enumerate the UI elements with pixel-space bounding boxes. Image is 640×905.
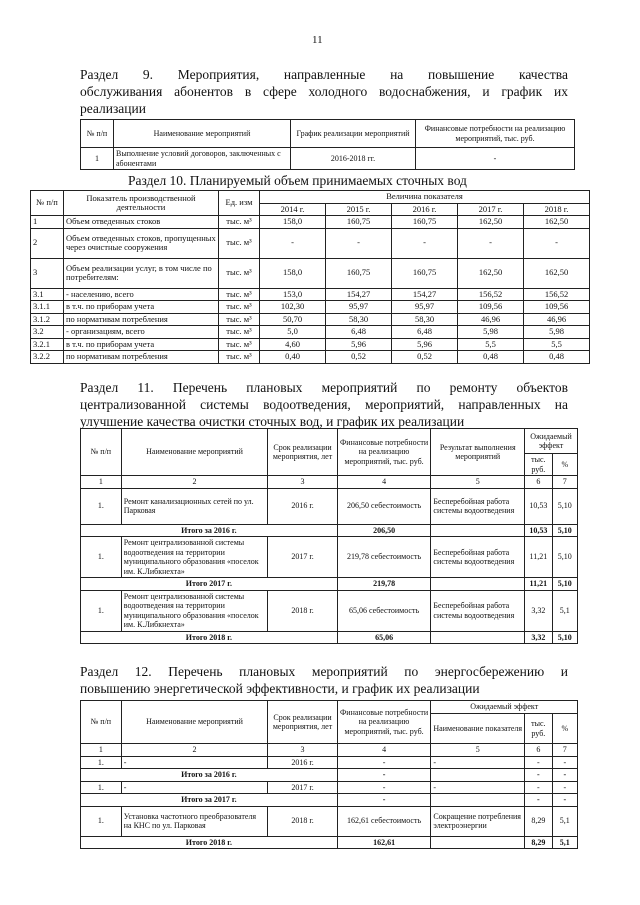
cell: 5,1 <box>552 806 577 836</box>
total-value: - <box>552 794 577 807</box>
col-header: тыс. руб. <box>525 714 553 744</box>
col-header: Финансовые потребности на реализацию мероприятий, тыс. руб. <box>416 120 575 148</box>
cell: 219,78 себестоимость <box>337 537 431 578</box>
cell: 2 <box>121 476 268 489</box>
cell: 5,98 <box>458 326 524 339</box>
cell: 95,97 <box>326 301 392 314</box>
cell: 3.2.1 <box>31 338 64 351</box>
total-row <box>81 836 578 849</box>
cell: в т.ч. по приборам учета <box>64 301 219 314</box>
cell <box>431 524 525 537</box>
cell: в т.ч. по приборам учета <box>64 338 219 351</box>
col-header: Величина показателя <box>260 191 590 204</box>
total-label: Итого за 2017 г. <box>81 794 338 807</box>
cell: 1. <box>81 590 122 631</box>
col-header: Срок реализации мероприятия, лет <box>268 701 337 744</box>
cell: 46,96 <box>524 313 590 326</box>
cell: 2017 г. <box>268 537 337 578</box>
year-header: 2017 г. <box>458 203 524 216</box>
total-label: Итого 2018 г. <box>81 836 338 849</box>
table-row <box>31 228 590 258</box>
cell: Объем реализации услуг, в том числе по потребителям: <box>64 258 219 288</box>
column-numbers <box>81 744 578 757</box>
cell: 5,5 <box>458 338 524 351</box>
title-line: Раздел 11. Перечень плановых мероприятий по ремонту объектов <box>80 380 568 395</box>
cell: 162,50 <box>458 216 524 229</box>
total-value: - <box>525 794 553 807</box>
title-line: Раздел 9. Мероприятия, направленные на повышение качества <box>80 67 568 82</box>
cell: 5,10 <box>552 488 577 524</box>
cell: 1 <box>31 216 64 229</box>
cell: 0,52 <box>326 351 392 364</box>
col-header: № п/п <box>81 120 114 148</box>
title-line: Раздел 12. Перечень плановых мероприятий по энергосбережению и <box>80 664 568 679</box>
col-header: Наименование показателя <box>431 714 525 744</box>
cell: 162,50 <box>458 258 524 288</box>
total-value: 5,1 <box>552 836 577 849</box>
col-header: Ожидаемый эффект <box>431 701 578 714</box>
cell: - <box>525 781 553 794</box>
cell: 7 <box>552 744 577 757</box>
col-header: Финансовые потребности на реализацию мероприятий, тыс. руб. <box>337 701 431 744</box>
cell: - <box>416 148 575 170</box>
total-value: 11,21 <box>525 578 553 591</box>
section-12-title <box>80 663 568 697</box>
table-row <box>31 338 590 351</box>
cell: 58,30 <box>326 313 392 326</box>
cell: 0,40 <box>260 351 326 364</box>
total-value: - <box>525 769 553 782</box>
cell: - <box>458 228 524 258</box>
cell: 1. <box>81 537 122 578</box>
cell: Бесперебойная работа системы водоотведения <box>431 488 525 524</box>
table-row <box>81 590 578 631</box>
cell: Ремонт централизованной системы водоотведения на территории муниципального образования «поселок им. К.Либкнехта» <box>121 537 268 578</box>
cell: 4 <box>337 476 431 489</box>
cell: 6 <box>525 476 553 489</box>
col-header: Результат выполнения мероприятий <box>431 429 525 476</box>
total-value: 8,29 <box>525 836 553 849</box>
cell: 2018 г. <box>268 806 337 836</box>
table-row <box>31 351 590 364</box>
total-value: - <box>552 769 577 782</box>
cell: 5,5 <box>524 338 590 351</box>
table-row <box>31 313 590 326</box>
cell: тыс. м³ <box>219 288 260 301</box>
cell: 3.1.2 <box>31 313 64 326</box>
cell: 102,30 <box>260 301 326 314</box>
cell: 3 <box>268 744 337 757</box>
section-11-table <box>80 428 578 644</box>
cell: 2017 г. <box>268 781 337 794</box>
cell: 58,30 <box>392 313 458 326</box>
cell <box>431 769 525 782</box>
total-value: 206,50 <box>337 524 431 537</box>
total-label: Итого 2017 г. <box>81 578 338 591</box>
cell: 5,10 <box>552 537 577 578</box>
cell: 95,97 <box>392 301 458 314</box>
cell: 156,52 <box>524 288 590 301</box>
year-header: 2016 г. <box>392 203 458 216</box>
cell: 3.1 <box>31 288 64 301</box>
col-header: График реализации мероприятий <box>291 120 416 148</box>
cell <box>431 836 525 849</box>
title-line: централизованной системы водоотведения, мероприятий, направленных на <box>80 397 568 412</box>
cell: - <box>326 228 392 258</box>
cell: 10,53 <box>525 488 553 524</box>
total-row <box>81 794 578 807</box>
cell: 1. <box>81 781 122 794</box>
cell: - <box>121 781 268 794</box>
col-header: Ожидаемый эффект <box>525 429 578 454</box>
cell: 8,29 <box>525 806 553 836</box>
title-line: улучшение качества очистки сточных вод, и график их реализации <box>80 414 465 429</box>
cell: 162,50 <box>524 216 590 229</box>
cell: тыс. м³ <box>219 216 260 229</box>
cell: 5,96 <box>392 338 458 351</box>
cell: - <box>121 756 268 769</box>
col-header: Наименование мероприятий <box>114 120 291 148</box>
page-number: 11 <box>312 34 323 46</box>
cell: 2 <box>121 744 268 757</box>
table-row <box>81 806 578 836</box>
cell <box>431 794 525 807</box>
cell: 6 <box>525 744 553 757</box>
table-row <box>81 488 578 524</box>
cell: 5,1 <box>552 590 577 631</box>
title-line: обслуживания абонентов в сфере холодного водоснабжения, и график их <box>80 84 568 99</box>
cell: 5 <box>431 744 525 757</box>
table-row <box>81 756 578 769</box>
total-label: Итого за 2016 г. <box>81 769 338 782</box>
cell: 2016 г. <box>268 488 337 524</box>
cell: Ремонт централизованной системы водоотведения на территории муниципального образования «поселок им. К.Либкнехта» <box>121 590 268 631</box>
cell: 2016-2018 гг. <box>291 148 416 170</box>
cell: 160,75 <box>326 258 392 288</box>
total-value: 65,06 <box>337 631 431 644</box>
cell: - <box>337 756 431 769</box>
cell: 5 <box>431 476 525 489</box>
cell: тыс. м³ <box>219 258 260 288</box>
total-value: 5,10 <box>552 578 577 591</box>
cell: - <box>552 756 577 769</box>
cell: - населению, всего <box>64 288 219 301</box>
total-row <box>81 769 578 782</box>
section-9-title <box>80 66 568 117</box>
total-value: - <box>337 769 431 782</box>
table-row <box>81 148 575 170</box>
cell: - <box>431 756 525 769</box>
table-row <box>31 326 590 339</box>
table-row <box>81 781 578 794</box>
cell: Объем отведенных стоков <box>64 216 219 229</box>
cell: - <box>552 781 577 794</box>
cell: 153,0 <box>260 288 326 301</box>
total-label: Итого за 2016 г. <box>81 524 338 537</box>
cell: 11,21 <box>525 537 553 578</box>
cell: 162,61 себестоимость <box>337 806 431 836</box>
total-value: 162,61 <box>337 836 431 849</box>
cell: Сокращение потребления электроэнергии <box>431 806 525 836</box>
cell: 3,32 <box>525 590 553 631</box>
cell: тыс. м³ <box>219 313 260 326</box>
total-label: Итого 2018 г. <box>81 631 338 644</box>
cell: 5,96 <box>326 338 392 351</box>
col-header: Показатель производственной деятельности <box>64 191 219 216</box>
cell: по нормативам потребления <box>64 351 219 364</box>
cell: 154,27 <box>326 288 392 301</box>
total-value: 3,32 <box>525 631 553 644</box>
table-row <box>31 216 590 229</box>
cell: 1. <box>81 488 122 524</box>
cell: 1 <box>81 744 122 757</box>
cell: тыс. м³ <box>219 351 260 364</box>
cell: 160,75 <box>392 258 458 288</box>
cell: тыс. м³ <box>219 338 260 351</box>
cell <box>431 578 525 591</box>
cell: Объем отведенных стоков, пропущенных через очистные сооружения <box>64 228 219 258</box>
cell: 1 <box>81 148 114 170</box>
cell: 6,48 <box>392 326 458 339</box>
cell: по нормативам потребления <box>64 313 219 326</box>
col-header: № п/п <box>31 191 64 216</box>
cell: 3.2 <box>31 326 64 339</box>
cell: 156,52 <box>458 288 524 301</box>
cell: 3 <box>31 258 64 288</box>
cell: Выполнение условий договоров, заключенных с абонентами <box>114 148 291 170</box>
cell: 0,48 <box>524 351 590 364</box>
cell: 1 <box>81 476 122 489</box>
cell: 109,56 <box>524 301 590 314</box>
cell: 0,52 <box>392 351 458 364</box>
title-line: реализации <box>80 101 146 116</box>
cell: 162,50 <box>524 258 590 288</box>
cell: 2 <box>31 228 64 258</box>
cell: Бесперебойная работа системы водоотведения <box>431 590 525 631</box>
cell: - <box>337 781 431 794</box>
section-10-title: Раздел 10. Планируемый объем принимаемых сточных вод <box>128 173 467 188</box>
cell: 158,0 <box>260 258 326 288</box>
table-row <box>31 288 590 301</box>
cell: 160,75 <box>392 216 458 229</box>
total-value: 5,10 <box>552 524 577 537</box>
cell: 3 <box>268 476 337 489</box>
cell: 0,48 <box>458 351 524 364</box>
cell: 5,0 <box>260 326 326 339</box>
section-10-table <box>30 190 590 364</box>
table-row <box>31 258 590 288</box>
cell: 158,0 <box>260 216 326 229</box>
section-9-table <box>80 119 575 170</box>
cell: 7 <box>552 476 577 489</box>
column-numbers <box>81 476 578 489</box>
cell: 4,60 <box>260 338 326 351</box>
year-header: 2015 г. <box>326 203 392 216</box>
col-header: Срок реализации мероприятия, лет <box>268 429 337 476</box>
total-row <box>81 631 578 644</box>
col-header: тыс. руб. <box>525 454 553 476</box>
cell: 65,06 себестоимость <box>337 590 431 631</box>
total-value: 219,78 <box>337 578 431 591</box>
total-row <box>81 524 578 537</box>
col-header: Ед. изм <box>219 191 260 216</box>
cell: 1. <box>81 756 122 769</box>
cell <box>431 631 525 644</box>
cell: - организациям, всего <box>64 326 219 339</box>
col-header: % <box>552 454 577 476</box>
cell: 3.1.1 <box>31 301 64 314</box>
cell: 109,56 <box>458 301 524 314</box>
col-header: Наименование мероприятий <box>121 429 268 476</box>
col-header: № п/п <box>81 701 122 744</box>
cell: Бесперебойная работа системы водоотведения <box>431 537 525 578</box>
title-line: повышению энергетической эффективности, и график их реализации <box>80 681 480 696</box>
cell: 46,96 <box>458 313 524 326</box>
cell: - <box>525 756 553 769</box>
col-header: % <box>552 714 577 744</box>
cell: 2016 г. <box>268 756 337 769</box>
total-row <box>81 578 578 591</box>
cell: 1. <box>81 806 122 836</box>
col-header: Наименование мероприятий <box>121 701 268 744</box>
col-header: Финансовые потребности на реализацию мероприятий, тыс. руб. <box>337 429 431 476</box>
cell: - <box>524 228 590 258</box>
table-row <box>31 301 590 314</box>
cell: 2018 г. <box>268 590 337 631</box>
year-header: 2018 г. <box>524 203 590 216</box>
cell: - <box>392 228 458 258</box>
total-value: - <box>337 794 431 807</box>
cell: 3.2.2 <box>31 351 64 364</box>
year-header: 2014 г. <box>260 203 326 216</box>
cell: 206,50 себестоимость <box>337 488 431 524</box>
cell: - <box>260 228 326 258</box>
cell: тыс. м³ <box>219 301 260 314</box>
section-12-table <box>80 700 578 849</box>
cell: 6,48 <box>326 326 392 339</box>
cell: 154,27 <box>392 288 458 301</box>
cell: Установка частотного преобразователя на КНС по ул. Парковая <box>121 806 268 836</box>
cell: 50,70 <box>260 313 326 326</box>
cell: 5,98 <box>524 326 590 339</box>
cell: тыс. м³ <box>219 228 260 258</box>
cell: тыс. м³ <box>219 326 260 339</box>
total-value: 5,10 <box>552 631 577 644</box>
cell: 160,75 <box>326 216 392 229</box>
cell: Ремонт канализационных сетей по ул. Парковая <box>121 488 268 524</box>
table-row <box>81 537 578 578</box>
total-value: 10,53 <box>525 524 553 537</box>
section-11-title <box>80 379 568 430</box>
cell: - <box>431 781 525 794</box>
cell: 4 <box>337 744 431 757</box>
col-header: № п/п <box>81 429 122 476</box>
